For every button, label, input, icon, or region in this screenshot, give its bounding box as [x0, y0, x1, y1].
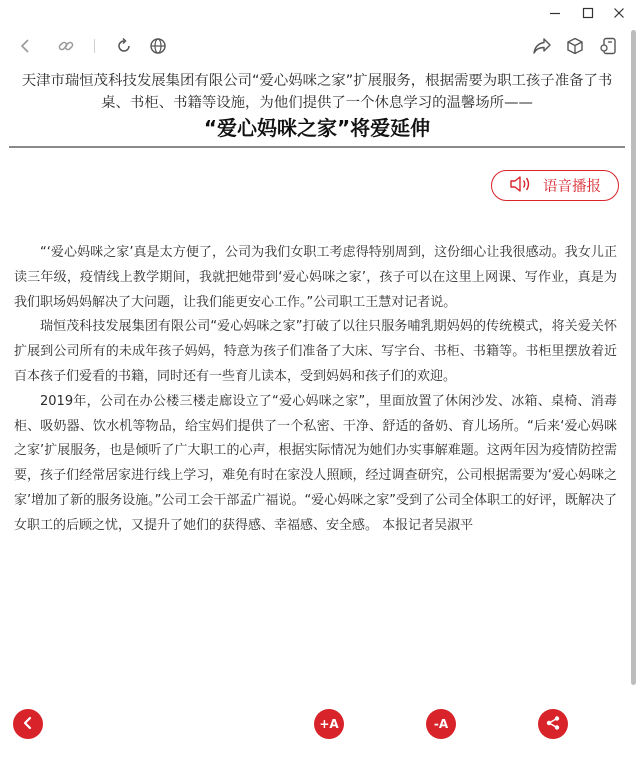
- share-icon[interactable]: [530, 34, 554, 58]
- share-nodes-icon: [545, 715, 561, 734]
- tts-button[interactable]: [491, 170, 619, 201]
- maximize-icon[interactable]: [573, 2, 603, 24]
- vertical-scrollbar[interactable]: [631, 30, 636, 685]
- article-paragraph: “‘爱心妈咪之家’真是太方便了，公司为我们女职工考虑得特别周到，这份细心让我很感动。我女儿正读三年级，疫情线上教学期间，我就把她带到‘爱心妈咪之家’，孩子可以在这里上网课、写作业，真是为我们职场妈妈解决了大问题，让我们能更安心工作。”公司职工王慧对记者说。: [14, 245, 617, 310]
- minimize-icon[interactable]: [540, 2, 570, 24]
- browser-toolbar: [0, 30, 638, 62]
- share-button[interactable]: [538, 709, 568, 739]
- article-paragraph: 瑞恒茂科技发展集团有限公司“爱心妈咪之家”打破了以往只服务哺乳期妈妈的传统模式，将关爱关怀扩展到公司所有的未成年孩子妈妈，特意为孩子们准备了大床、写字台、书柜、书籍等。书柜里摆放着近百本孩子们爱看的书籍，同时还有一些育儿读本，受到妈妈和孩子们的欢迎。: [14, 319, 617, 384]
- decrease-font-button[interactable]: -A: [426, 709, 456, 739]
- refresh-icon[interactable]: [112, 34, 136, 58]
- toolbar-separator: [94, 39, 95, 53]
- article-paragraph: 2019年，公司在办公楼三楼走廊设立了“爱心妈咪之家”，里面放置了休闲沙发、冰箱、桌椅、消毒柜、吸奶器、饮水机等物品，给宝妈们提供了一个私密、干净、舒适的备奶、育儿场所。“后来‘爱心妈咪之家’扩展服务，也是倾听了广大职工的心声，根据实际情况为她们办实事解难题。这两年因为疫情防控需要，孩子们经常居家进行线上学习，难免有时在家没人照顾，经过调查研究，公司根据需要为‘爱心妈咪之家’增加了新的服务设施。”公司工会干部孟广福说。“爱心妈咪之家”受到了公司全体职工的好评，既解决了女职工的后顾之忧，又提升了她们的获得感、幸福感、安全感。 本报记者吴淑平: [14, 393, 617, 533]
- article-subtitle: 天津市瑞恒茂科技发展集团有限公司“爱心妈咪之家”扩展服务，根据需要为职工孩子准备了书桌、书柜、书籍等设施，为他们提供了一个休息学习的温馨场所——: [21, 73, 613, 111]
- user-device-icon[interactable]: [596, 34, 620, 58]
- link-icon[interactable]: [54, 34, 78, 58]
- close-icon[interactable]: [604, 2, 634, 24]
- speaker-icon: [509, 175, 543, 197]
- article-body: [14, 241, 617, 539]
- article-header: [9, 70, 625, 148]
- cube-icon[interactable]: [563, 34, 587, 58]
- back-button[interactable]: [13, 709, 43, 739]
- increase-font-button[interactable]: +A: [314, 709, 344, 739]
- bottom-action-bar: [0, 709, 638, 741]
- header-divider: [9, 146, 625, 148]
- window-titlebar: [0, 0, 638, 26]
- back-icon[interactable]: [14, 34, 38, 58]
- chevron-left-icon: [21, 716, 35, 733]
- article-headline: “爱心妈咪之家”将爱延伸: [203, 116, 431, 140]
- globe-icon[interactable]: [146, 34, 170, 58]
- tts-label: 语音播报: [543, 179, 601, 195]
